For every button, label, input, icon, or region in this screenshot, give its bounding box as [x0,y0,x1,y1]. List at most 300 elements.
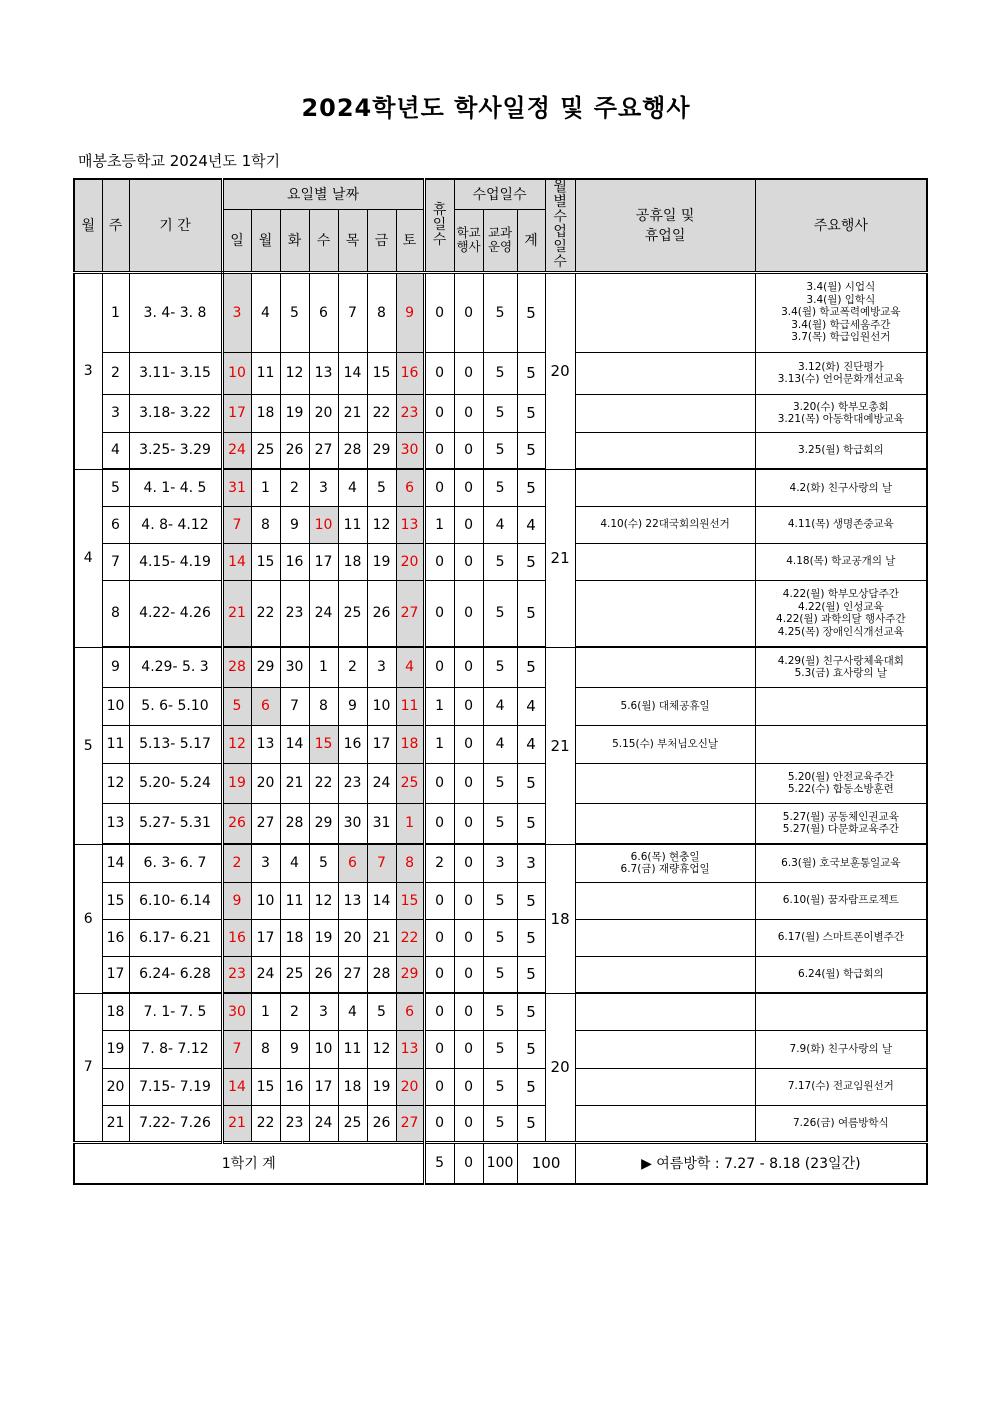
day-date: 14 [222,1068,251,1105]
week-number: 21 [102,1105,129,1142]
school-event-days: 0 [454,687,483,725]
day-date: 9 [396,272,424,352]
curriculum-days: 5 [483,469,517,506]
day-date: 7 [222,1030,251,1068]
school-event-days: 0 [454,919,483,956]
day-date: 26 [367,580,396,647]
event-entry: 4.18(목) 학교공개의 날 [786,555,896,568]
day-date: 3 [222,272,251,352]
week-period: 5. 6- 5.10 [129,687,222,725]
main-events-cell [755,647,927,687]
event-entry: 4.11(목) 생명존중교육 [787,518,894,531]
public-holidays-cell [575,580,755,647]
week-row [74,993,927,1030]
header-period: 기 간 [129,179,222,272]
day-date: 2 [280,469,309,506]
day-date: 8 [309,687,338,725]
week-row [74,352,927,394]
day-date: 30 [338,803,367,844]
day-date: 7 [367,844,396,882]
week-number: 16 [102,919,129,956]
day-date: 20 [338,919,367,956]
holiday-count: 0 [424,394,454,432]
public-holidays-cell [575,272,755,352]
week-number: 2 [102,352,129,394]
day-date: 14 [280,725,309,763]
month-cell: 3 [74,272,102,469]
event-entry: 6.17(월) 스마트폰이별주간 [777,931,904,944]
day-date: 31 [222,469,251,506]
week-total-days: 5 [517,580,545,647]
week-period: 7. 1- 7. 5 [129,993,222,1030]
event-entry: 6.10(월) 꿈자람프로젝트 [782,894,899,907]
week-number: 10 [102,687,129,725]
week-total-days: 5 [517,1030,545,1068]
public-holidays-cell [575,844,755,882]
main-events-cell [755,272,927,352]
main-events-cell [755,1030,927,1068]
day-date: 30 [396,432,424,469]
event-entry: 5.3(금) 효사랑의 날 [794,667,888,680]
day-date: 30 [280,647,309,687]
day-date: 19 [222,763,251,803]
holiday-count: 0 [424,1068,454,1105]
holiday-entry: 6.7(금) 재량휴업일 [620,863,710,876]
day-date: 15 [396,882,424,919]
day-date: 1 [309,647,338,687]
event-entry: 3.4(월) 입학식 [806,293,876,306]
holiday-count: 0 [424,956,454,993]
holiday-count: 0 [424,993,454,1030]
day-date: 21 [222,1105,251,1142]
header-monthly-days: 월 별 수 업 일 수 [545,179,575,272]
curriculum-days: 5 [483,993,517,1030]
curriculum-days: 5 [483,1105,517,1142]
school-event-days: 0 [454,469,483,506]
holiday-count: 0 [424,543,454,580]
week-total-days: 5 [517,543,545,580]
week-row [74,647,927,687]
main-events-cell [755,687,927,725]
week-total-days: 5 [517,882,545,919]
event-entry: 6.24(월) 학급회의 [798,968,884,980]
week-total-days: 5 [517,469,545,506]
day-date: 1 [396,803,424,844]
week-total-days: 5 [517,394,545,432]
event-entry: 4.22(월) 인성교육 [798,600,884,613]
public-holidays-cell [575,993,755,1030]
day-date: 28 [222,647,251,687]
curriculum-days: 5 [483,1030,517,1068]
day-date: 11 [338,506,367,543]
day-date: 7 [222,506,251,543]
day-date: 26 [367,1105,396,1142]
day-date: 10 [367,687,396,725]
week-total-days: 5 [517,647,545,687]
event-entry: 5.20(월) 안전교육주간 [787,770,894,783]
week-total-days: 4 [517,506,545,543]
day-date: 16 [396,352,424,394]
week-period: 7.15- 7.19 [129,1068,222,1105]
week-row [74,543,927,580]
week-row [74,919,927,956]
monthly-class-days: 21 [545,469,575,647]
day-date: 30 [222,993,251,1030]
header-public-holidays: 공휴일 및 휴업일 [575,179,755,272]
public-holidays-cell [575,803,755,844]
public-holidays-cell [575,394,755,432]
header-class-days: 수업일수 [454,179,545,209]
week-row [74,1068,927,1105]
main-events-cell [755,580,927,647]
school-event-days: 0 [454,506,483,543]
day-date: 4 [338,993,367,1030]
day-date: 26 [280,432,309,469]
public-holidays-cell [575,1068,755,1105]
day-date: 25 [280,956,309,993]
week-period: 4.22- 4.26 [129,580,222,647]
week-total-days: 5 [517,956,545,993]
week-period: 3.11- 3.15 [129,352,222,394]
day-date: 3 [251,844,280,882]
day-date: 19 [367,1068,396,1105]
day-date: 5 [222,687,251,725]
curriculum-days: 5 [483,919,517,956]
week-period: 6.24- 6.28 [129,956,222,993]
day-date: 28 [367,956,396,993]
day-date: 6 [309,272,338,352]
week-row [74,272,927,352]
school-semester-label: 매봉초등학교 2024년도 1학기 [78,152,281,170]
day-date: 3 [309,993,338,1030]
school-event-days: 0 [454,272,483,352]
holiday-count: 0 [424,272,454,352]
day-date: 18 [280,919,309,956]
day-date: 2 [280,993,309,1030]
day-date: 17 [367,725,396,763]
day-date: 17 [309,1068,338,1105]
week-period: 4. 1- 4. 5 [129,469,222,506]
week-period: 6.17- 6.21 [129,919,222,956]
page-title: 2024학년도 학사일정 및 주요행사 [301,94,691,122]
school-event-days: 0 [454,803,483,844]
day-date: 18 [396,725,424,763]
school-event-days: 0 [454,1030,483,1068]
day-date: 18 [251,394,280,432]
holiday-count: 0 [424,1105,454,1142]
main-events-cell [755,469,927,506]
day-date: 3 [367,647,396,687]
curriculum-days: 5 [483,394,517,432]
week-total-days: 5 [517,1105,545,1142]
week-number: 5 [102,469,129,506]
day-date: 12 [280,352,309,394]
semester-total-school: 0 [454,1142,483,1184]
day-date: 11 [280,882,309,919]
week-row [74,1030,927,1068]
header-week: 주 [102,179,129,272]
day-date: 11 [251,352,280,394]
event-entry: 4.25(목) 장애인식개선교육 [777,625,904,638]
day-date: 4 [396,647,424,687]
week-row [74,882,927,919]
day-date: 27 [396,1105,424,1142]
curriculum-days: 5 [483,1068,517,1105]
semester-total-curriculum: 100 [483,1142,517,1184]
day-date: 19 [367,543,396,580]
day-date: 5 [367,469,396,506]
holiday-count: 0 [424,469,454,506]
school-event-days: 0 [454,543,483,580]
week-total-days: 3 [517,844,545,882]
week-total-days: 5 [517,1068,545,1105]
day-date: 24 [222,432,251,469]
curriculum-days: 5 [483,543,517,580]
day-date: 14 [367,882,396,919]
day-date: 10 [309,506,338,543]
curriculum-days: 5 [483,580,517,647]
day-date: 16 [338,725,367,763]
week-row [74,1105,927,1142]
week-number: 15 [102,882,129,919]
week-number: 8 [102,580,129,647]
day-date: 25 [338,1105,367,1142]
curriculum-days: 5 [483,803,517,844]
day-date: 12 [222,725,251,763]
event-entry: 3.20(수) 학부모총회 [792,400,889,413]
day-date: 12 [367,506,396,543]
holiday-count: 0 [424,647,454,687]
public-holidays-cell [575,432,755,469]
day-date: 9 [338,687,367,725]
day-date: 13 [251,725,280,763]
holiday-count: 0 [424,763,454,803]
day-date: 16 [222,919,251,956]
school-event-days: 0 [454,432,483,469]
holiday-entry: 5.6(월) 대체공휴일 [620,699,710,712]
header-day-wed: 수 [309,209,338,272]
week-row [74,725,927,763]
school-event-days: 0 [454,580,483,647]
curriculum-days: 3 [483,844,517,882]
week-period: 6.10- 6.14 [129,882,222,919]
day-date: 6 [251,687,280,725]
school-event-days: 0 [454,1068,483,1105]
semester-total-rest: 5 [424,1142,454,1184]
week-total-days: 4 [517,687,545,725]
curriculum-days: 5 [483,352,517,394]
event-entry: 3.4(월) 시업식 [806,281,876,294]
event-entry: 3.7(목) 학급임원선거 [791,331,891,344]
week-number: 4 [102,432,129,469]
event-entry: 4.2(화) 친구사랑의 날 [789,481,893,494]
day-date: 22 [367,394,396,432]
school-event-days: 0 [454,993,483,1030]
public-holidays-cell [575,352,755,394]
header-day-fri: 금 [367,209,396,272]
day-date: 10 [309,1030,338,1068]
day-date: 31 [367,803,396,844]
day-date: 11 [338,1030,367,1068]
day-date: 21 [338,394,367,432]
curriculum-days: 5 [483,272,517,352]
week-total-days: 5 [517,272,545,352]
day-date: 8 [396,844,424,882]
week-period: 5.13- 5.17 [129,725,222,763]
day-date: 23 [280,580,309,647]
day-date: 24 [309,1105,338,1142]
day-date: 3 [309,469,338,506]
day-date: 4 [338,469,367,506]
week-number: 9 [102,647,129,687]
school-event-days: 0 [454,394,483,432]
main-events-cell [755,1068,927,1105]
week-number: 20 [102,1068,129,1105]
week-number: 19 [102,1030,129,1068]
header-school-event: 학교 행사 [454,209,483,272]
day-date: 4 [251,272,280,352]
public-holidays-cell [575,1030,755,1068]
week-period: 6. 3- 6. 7 [129,844,222,882]
day-date: 18 [338,1068,367,1105]
event-entry: 3.4(월) 학급세움주간 [791,318,891,331]
month-cell: 6 [74,844,102,993]
event-entry: 7.17(수) 전교임원선거 [787,1080,894,1093]
day-date: 28 [280,803,309,844]
day-date: 12 [309,882,338,919]
holiday-count: 0 [424,882,454,919]
week-number: 3 [102,394,129,432]
week-period: 4. 8- 4.12 [129,506,222,543]
event-entry: 4.22(월) 과학의달 행사주간 [776,613,906,626]
week-total-days: 5 [517,803,545,844]
day-date: 15 [251,1068,280,1105]
holiday-count: 2 [424,844,454,882]
day-date: 17 [251,919,280,956]
day-date: 29 [396,956,424,993]
header-day-sat: 토 [396,209,424,272]
day-date: 4 [280,844,309,882]
day-date: 29 [367,432,396,469]
holiday-count: 0 [424,352,454,394]
holiday-entry: 6.6(목) 현충일 [630,850,700,863]
day-date: 13 [309,352,338,394]
school-event-days: 0 [454,1105,483,1142]
event-entry: 3.25(월) 학급회의 [798,444,884,456]
school-event-days: 0 [454,352,483,394]
day-date: 10 [222,352,251,394]
week-period: 7.22- 7.26 [129,1105,222,1142]
day-date: 9 [222,882,251,919]
day-date: 2 [222,844,251,882]
monthly-class-days: 21 [545,647,575,844]
day-date: 27 [251,803,280,844]
week-total-days: 4 [517,725,545,763]
holiday-entry: 4.10(수) 22대국회의원선거 [600,518,730,531]
day-date: 29 [251,647,280,687]
day-date: 1 [251,993,280,1030]
day-date: 18 [338,543,367,580]
day-date: 11 [396,687,424,725]
main-events-cell [755,1105,927,1142]
curriculum-days: 4 [483,506,517,543]
day-date: 16 [280,543,309,580]
public-holidays-cell [575,687,755,725]
school-event-days: 0 [454,882,483,919]
header-holidays-count: 휴 일 수 [424,179,454,272]
day-date: 27 [338,956,367,993]
event-entry: 3.13(수) 언어문화개선교육 [777,373,904,385]
public-holidays-cell [575,1105,755,1142]
day-date: 22 [251,1105,280,1142]
event-entry: 5.27(월) 공동체인권교육 [782,810,899,823]
day-date: 9 [280,506,309,543]
day-date: 25 [338,580,367,647]
semester-total-days: 100 [517,1142,575,1184]
header-main-events: 주요행사 [755,179,927,272]
day-date: 6 [396,469,424,506]
event-entry: 5.27(월) 다문화교육주간 [782,823,899,836]
day-date: 17 [309,543,338,580]
day-date: 20 [309,394,338,432]
week-row [74,580,927,647]
main-events-cell [755,844,927,882]
public-holidays-cell [575,647,755,687]
day-date: 5 [309,844,338,882]
day-date: 13 [396,1030,424,1068]
day-date: 22 [251,580,280,647]
monthly-class-days: 20 [545,993,575,1142]
holiday-count: 0 [424,432,454,469]
day-date: 26 [309,956,338,993]
main-events-cell [755,432,927,469]
day-date: 13 [396,506,424,543]
week-row [74,432,927,469]
header-day-thu: 목 [338,209,367,272]
main-events-cell [755,506,927,543]
week-number: 13 [102,803,129,844]
public-holidays-cell [575,763,755,803]
week-row [74,956,927,993]
week-total-days: 5 [517,919,545,956]
curriculum-days: 4 [483,725,517,763]
week-row [74,763,927,803]
public-holidays-cell [575,469,755,506]
day-date: 19 [280,394,309,432]
day-date: 5 [367,993,396,1030]
monthly-class-days: 20 [545,272,575,469]
main-events-cell [755,394,927,432]
holiday-count: 0 [424,1030,454,1068]
month-cell: 4 [74,469,102,647]
day-date: 16 [280,1068,309,1105]
day-date: 12 [367,1030,396,1068]
curriculum-days: 5 [483,956,517,993]
day-date: 20 [251,763,280,803]
week-total-days: 5 [517,993,545,1030]
monthly-class-days: 18 [545,844,575,993]
day-date: 23 [222,956,251,993]
week-period: 3. 4- 3. 8 [129,272,222,352]
header-day-tue: 화 [280,209,309,272]
main-events-cell [755,763,927,803]
week-total-days: 5 [517,432,545,469]
curriculum-days: 5 [483,432,517,469]
event-entry: 5.22(수) 합동소방훈련 [787,783,894,795]
day-date: 20 [396,543,424,580]
day-date: 23 [396,394,424,432]
week-row [74,803,927,844]
